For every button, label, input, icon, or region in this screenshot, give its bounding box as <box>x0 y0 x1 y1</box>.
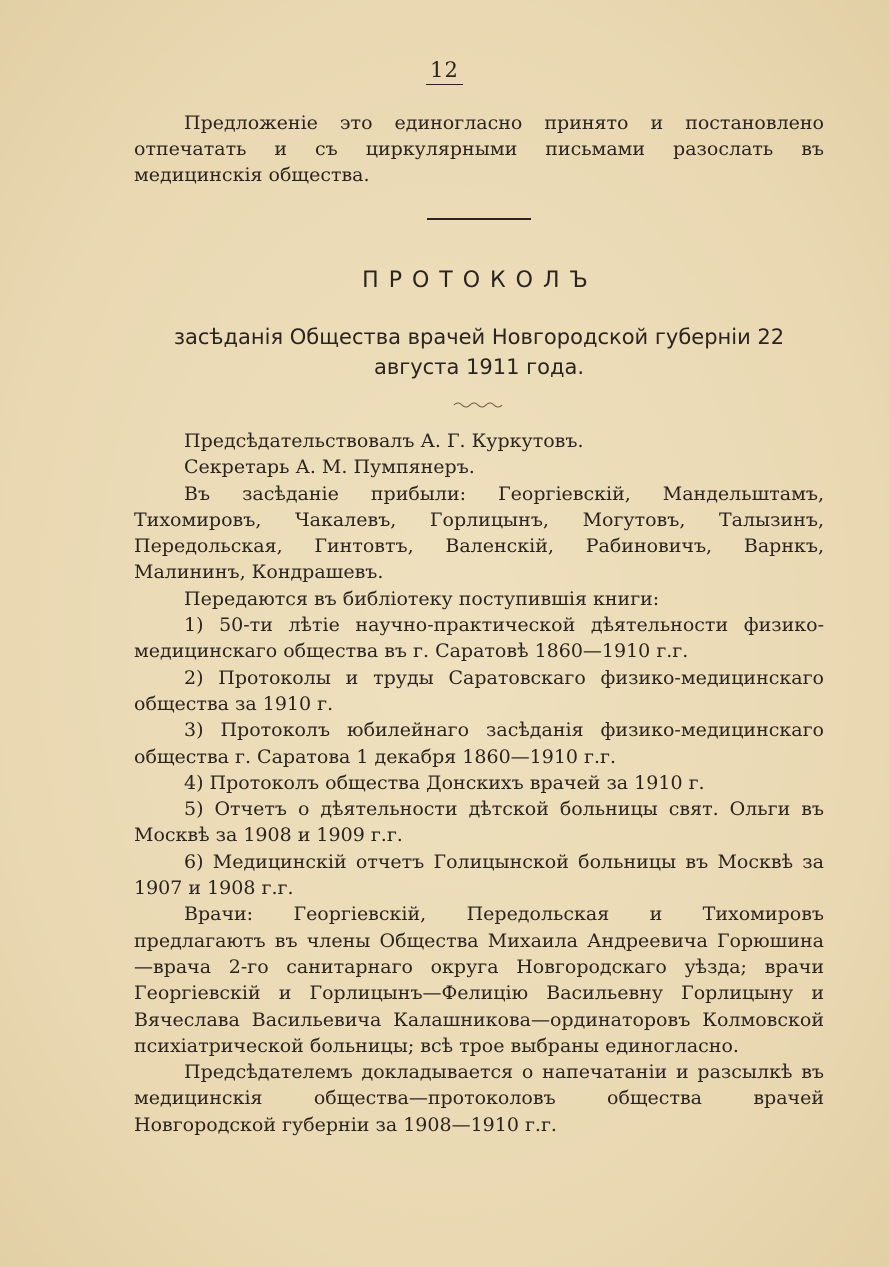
chairman-report-paragraph: Предсѣдателемъ докладывается о напечатаніи и разсылкѣ въ медицинскія общества—протоколовъ общества врачей Новгородской губерніи за 1908—1910 г.г. <box>134 1061 824 1136</box>
protocol-subtitle: засѣданія Общества врачей Новгородской губерніи 22 августа 1911 года. <box>173 325 785 379</box>
book-item: 6) Медицинскій отчетъ Голицынской больницы въ Москвѣ за 1907 и 1908 г.г. <box>134 850 824 900</box>
page-number-text: 12 <box>426 58 463 85</box>
protocol-body <box>134 428 824 1138</box>
secretary-line: Секретарь А. М. Пумпянеръ. <box>184 456 475 479</box>
attendees-paragraph: Въ засѣданіе прибыли: Георгіевскій, Мандельштамъ, Тихомировъ, Чакалевъ, Горлицынъ, Могутовъ, Талызинъ, Передольская, Гинтовтъ, Валенскій, Рабиновичъ, Варнкъ, Малининъ, Кондрашевъ. <box>134 482 824 584</box>
book-item: 4) Протоколъ общества Донскихъ врачей за 1910 г. <box>184 771 705 794</box>
books-intro: Передаются въ библіотеку поступившія книги: <box>184 587 660 610</box>
members-proposal-paragraph: Врачи: Георгіевскій, Передольская и Тихомировъ предлагаютъ въ члены Общества Михаила Андреевича Горюшина—врача 2-го санитарнаго округа Новгородскаго уѣзда; врачи Георгіевскій и Горлицынъ—Фелицію Васильевну Горлицыну и Вячеслава Васильевича Калашникова—ординаторовъ Колмовской психіатрической больницы; всѣ трое выбраны единогласно. <box>134 903 824 1057</box>
page-number <box>0 58 889 82</box>
book-item: 3) Протоколъ юбилейнаго засѣданія физико-медицинскаго общества г. Саратова 1 декабря 1860—1910 г.г. <box>134 719 824 768</box>
section-divider <box>427 218 531 220</box>
book-item: 2) Протоколы и труды Саратовскаго физико-медицинскаго общества за 1910 г. <box>134 666 824 715</box>
book-item: 5) Отчетъ о дѣятельности дѣтской больницы свят. Ольги въ Москвѣ за 1908 и 1909 г.г. <box>134 798 824 847</box>
ornament-squiggle <box>452 400 508 410</box>
chairman-line: Предсѣдательствовалъ А. Г. Куркутовъ. <box>184 430 584 452</box>
protocol-title: ПРОТОКОЛЪ <box>362 268 598 293</box>
book-item: 1) 50-ти лѣтіе научно-практической дѣятельности физико-медицинскаго общества въ г. Саратовѣ 1860—1910 г.г. <box>134 614 824 663</box>
opening-section <box>134 110 824 188</box>
opening-paragraph: Предложеніе это единогласно принято и постановлено отпечатать и съ циркулярными письмами разослать въ медицинскія общества. <box>134 112 824 186</box>
